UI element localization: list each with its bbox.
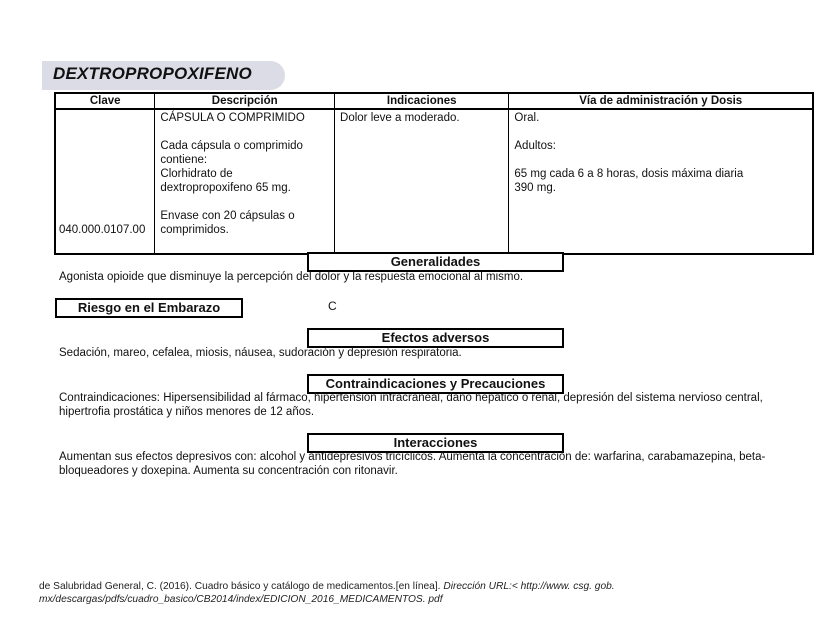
via-line: 65 mg cada 6 a 8 horas, dosis máxima diaria [514, 168, 744, 180]
clave-value: 040.000.0107.00 [59, 224, 146, 236]
interacciones-line: bloqueadores y doxepina. Aumenta su concentración con ritonavir. [59, 465, 398, 477]
citation-url: Dirección URL:< http://www. csg. gob. [443, 581, 615, 592]
header-descripcion: Descripción [155, 93, 335, 109]
cell-via-dosis [509, 109, 813, 254]
efectos-text: Sedación, mareo, cefalea, miosis, náusea, sudoración y depresión respiratoria. [59, 347, 462, 359]
drug-table [54, 92, 814, 255]
riesgo-value: C [328, 299, 337, 313]
descripcion-line: Clorhidrato de [160, 168, 233, 180]
cell-descripcion [155, 109, 335, 254]
contraindicaciones-line: hipertrofia prostática y niños menores de 12 años. [59, 406, 315, 418]
descripcion-line: comprimidos. [160, 224, 229, 236]
contraindicaciones-heading: Contraindicaciones y Precauciones [307, 374, 564, 394]
via-line: Oral. [514, 112, 540, 124]
table-row [55, 109, 813, 254]
descripcion-line: CÁPSULA O COMPRIMIDO [160, 112, 305, 124]
via-line: 390 mg. [514, 182, 556, 194]
interacciones-heading: Interacciones [307, 433, 564, 453]
header-via-dosis: Vía de administración y Dosis [509, 93, 813, 109]
drug-title: DEXTROPROPOXIFENO [53, 64, 252, 83]
header-clave: Clave [55, 93, 155, 109]
citation-text: de Salubridad General, C. (2016). Cuadro básico y catálogo de medicamentos.[en línea]. [39, 581, 444, 592]
descripcion-line: Envase con 20 cápsulas o [160, 210, 295, 222]
via-line: Adultos: [514, 140, 556, 152]
generalidades-text: Agonista opioide que disminuye la percepción del dolor y la respuesta emocional al mismo. [59, 271, 524, 283]
generalidades-heading: Generalidades [307, 252, 564, 272]
citation-footer [39, 580, 615, 606]
header-indicaciones: Indicaciones [335, 93, 509, 109]
cell-indicaciones [335, 109, 509, 254]
descripcion-line: contiene: [160, 154, 208, 166]
contraindicaciones-line: Contraindicaciones: Hipersensibilidad al fármaco, hipertensión intracraneal, daño hepático o renal, depresión del sistema nervioso central, [59, 392, 763, 404]
efectos-heading: Efectos adversos [307, 328, 564, 348]
table-header-row [55, 93, 813, 109]
cell-clave [55, 109, 155, 254]
interacciones-line: Aumentan sus efectos depresivos con: alcohol y antidepresivos tricíclicos. Aumenta la concentración de: warfarina, carabamazepina, beta- [59, 451, 766, 463]
indicaciones-text: Dolor leve a moderado. [340, 112, 460, 124]
citation-url: mx/descargas/pdfs/cuadro_basico/CB2014/index/EDICION_2016_MEDICAMENTOS. pdf [39, 594, 443, 605]
descripcion-line: dextropropoxifeno 65 mg. [160, 182, 291, 194]
riesgo-heading: Riesgo en el Embarazo [55, 298, 243, 318]
descripcion-line: Cada cápsula o comprimido [160, 140, 303, 152]
